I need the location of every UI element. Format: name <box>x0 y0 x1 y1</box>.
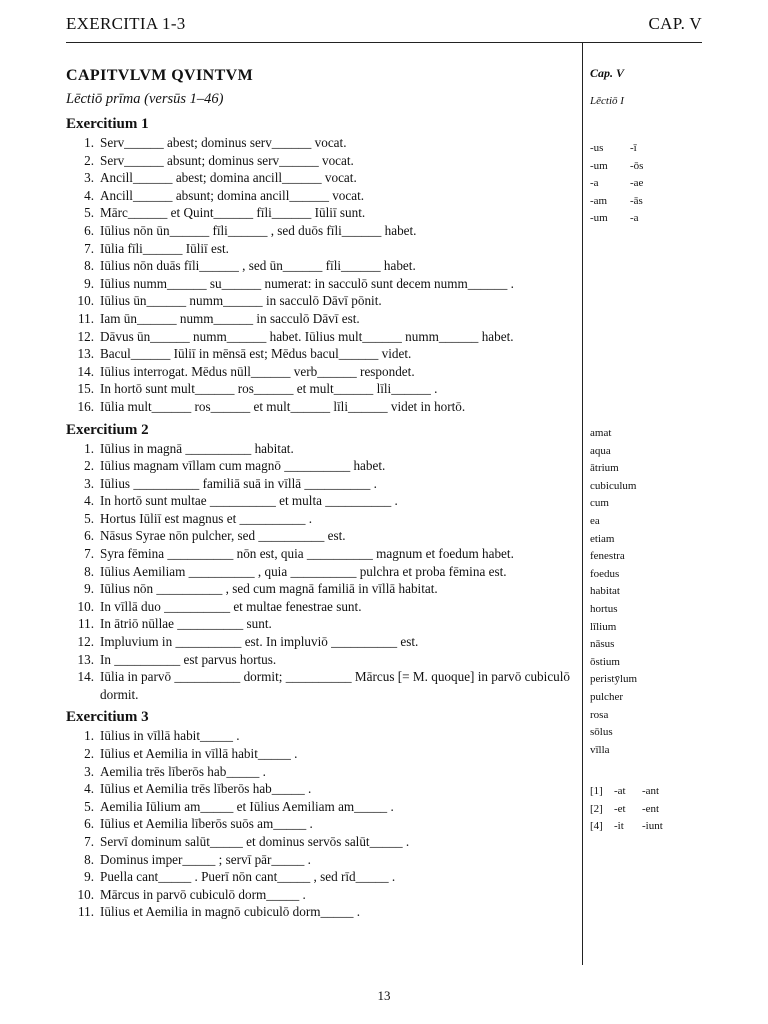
item-number: 2. <box>84 458 94 474</box>
ending-pair <box>590 158 710 176</box>
item-number: 2. <box>84 152 94 168</box>
item-number: 7. <box>84 546 94 562</box>
running-header-right: CAP. V <box>648 14 702 33</box>
item-text: Iam ūn______ numm______ in sacculō Dāvī est. <box>100 310 360 326</box>
exercise-item <box>66 815 578 833</box>
exercise-item <box>66 204 578 222</box>
ending-plural: -ī <box>630 142 637 154</box>
item-number: 10. <box>77 598 94 614</box>
exercise-item <box>66 457 578 475</box>
item-text: Iūlius magnam vīllam cum magnō __________ habet. <box>100 458 386 474</box>
exercise-item <box>66 851 578 869</box>
item-number: 8. <box>84 563 94 579</box>
item-number: 9. <box>84 275 94 291</box>
item-text: Mārc______ et Quint______ fīli______ Iūliī sunt. <box>100 205 366 221</box>
exercitium-1-title: Exercitium 1 <box>66 116 149 132</box>
exercise-item <box>66 833 578 851</box>
vocab-word: cubiculum <box>590 479 637 492</box>
item-number: 3. <box>84 763 94 779</box>
item-number: 7. <box>84 833 94 849</box>
ending-plural: -ant <box>642 785 660 797</box>
ending-pair <box>590 175 710 193</box>
exercise-item <box>66 763 578 781</box>
item-number: 13. <box>77 651 94 667</box>
item-text: Iūlius nōn duās fīli______ , sed ūn______ fīli______ habet. <box>100 258 416 274</box>
vocab-word: vīlla <box>590 743 610 756</box>
item-number: 6. <box>84 528 94 544</box>
item-text: Iūlius numm______ su______ numerat: in sacculō sunt decem numm______ . <box>100 275 514 291</box>
sidebar-chapter-label: Cap. V <box>590 66 625 80</box>
ending-plural: -ent <box>642 802 660 815</box>
exercise-item <box>66 886 578 904</box>
conjugation-row <box>590 783 710 801</box>
exercise-item <box>66 169 578 187</box>
item-text: Iūlius in vīllā habit_____ . <box>100 728 240 744</box>
exercise-item <box>66 903 578 921</box>
vocab-word: habitat <box>590 585 620 598</box>
ending-singular: -it <box>614 820 624 833</box>
item-number: 5. <box>84 798 94 814</box>
ending-pair <box>590 210 710 228</box>
exercise-item <box>66 563 578 581</box>
margin-divider <box>582 43 583 965</box>
vocab-word: cum <box>590 497 609 510</box>
ending-pair <box>590 140 710 158</box>
chapter-title: CAPITVLVM QVINTVM <box>66 67 254 84</box>
item-number: 1. <box>84 440 94 456</box>
item-number: 9. <box>84 581 94 597</box>
item-text: Iūlius Aemiliam __________ , quia __________ pulchra et proba fēmina est. <box>100 563 507 579</box>
ending-singular: -am <box>590 194 608 207</box>
item-text: Dominus imper_____ ; servī pār_____ . <box>100 851 311 867</box>
item-text: In ātriō nūllae __________ sunt. <box>100 616 272 632</box>
item-number: 12. <box>77 634 94 650</box>
ending-singular: -et <box>614 802 626 815</box>
item-text: Puella cant_____ . Puerī nōn cant_____ , sed rīd_____ . <box>100 869 396 885</box>
item-number: 1. <box>84 135 94 150</box>
item-text: Iūlia in parvō __________ dormit; __________ Mārcus [= M. quoque] in parvō cubiculō dormit. <box>100 669 571 702</box>
exercise-item <box>66 510 578 528</box>
exercise-item <box>66 380 578 398</box>
conjugation-row <box>590 818 710 836</box>
exercise-item <box>66 292 578 310</box>
item-text: Mārcus in parvō cubiculō dorm_____ . <box>100 886 306 902</box>
exercise-item <box>66 745 578 763</box>
conjugation-number: [4] <box>590 820 603 833</box>
item-text: Iūlia fīli______ Iūliī est. <box>100 240 229 256</box>
item-number: 4. <box>84 781 94 797</box>
vocab-word: sōlus <box>590 726 613 739</box>
item-text: Impluvium in __________ est. In impluviō __________ est. <box>100 634 419 650</box>
item-text: Servī dominum salūt_____ et dominus servōs salūt_____ . <box>100 833 410 849</box>
exercitium-2-list <box>66 440 578 704</box>
exercitium-1-list <box>66 134 578 416</box>
item-number: 7. <box>84 240 94 256</box>
vocab-word: fenestra <box>590 550 625 563</box>
item-text: Serv______ abest; dominus serv______ vocat. <box>100 135 347 150</box>
item-number: 6. <box>84 816 94 832</box>
item-number: 1. <box>84 728 94 744</box>
exercise-item <box>66 727 578 745</box>
sidebar-vocabulary <box>590 425 710 759</box>
exercise-item <box>66 222 578 240</box>
item-text: In hortō sunt mult______ ros______ et mult______ līli______ . <box>100 381 438 397</box>
item-number: 5. <box>84 510 94 526</box>
vocab-word: nāsus <box>590 638 615 651</box>
item-text: Iūlius et Aemilia trēs līberōs hab_____ . <box>100 781 312 797</box>
item-number: 15. <box>77 381 94 397</box>
item-text: Aemilia Iūlium am_____ et Iūlius Aemiliam am_____ . <box>100 798 394 814</box>
item-number: 16. <box>77 398 94 414</box>
vocab-word: amat <box>590 427 612 439</box>
item-text: Syra fēmina __________ nōn est, quia __________ magnum et foedum habet. <box>100 546 514 562</box>
exercise-item <box>66 275 578 293</box>
item-number: 8. <box>84 851 94 867</box>
item-number: 13. <box>77 346 94 362</box>
exercitium-2-title: Exercitium 2 <box>66 421 149 438</box>
vocab-word: hortus <box>590 602 618 615</box>
item-number: 10. <box>77 293 94 309</box>
exercise-item <box>66 328 578 346</box>
item-number: 2. <box>84 746 94 761</box>
item-number: 11. <box>78 616 94 632</box>
exercise-item <box>66 580 578 598</box>
page-number: 13 <box>377 988 391 1003</box>
item-number: 5. <box>84 205 94 221</box>
ending-singular: -um <box>590 212 608 225</box>
exercise-item <box>66 527 578 545</box>
header-rule <box>66 42 702 43</box>
ending-singular: -at <box>614 785 626 797</box>
exercise-item <box>66 598 578 616</box>
ending-plural: -iunt <box>642 820 663 833</box>
exercise-item <box>66 780 578 798</box>
item-text: Dāvus ūn______ numm______ habet. Iūlius mult______ numm______ habet. <box>100 328 514 344</box>
exercise-item <box>66 475 578 493</box>
item-text: Iūlius __________ familiā suā in vīllā __________ . <box>100 475 377 491</box>
vocab-word: ōstium <box>590 655 620 668</box>
ending-plural: -ae <box>630 177 644 190</box>
exercise-item <box>66 187 578 205</box>
exercitium-3-list <box>66 727 578 921</box>
item-number: 8. <box>84 258 94 274</box>
ending-pair <box>590 193 710 211</box>
ending-singular: -us <box>590 142 604 154</box>
vocab-word: rosa <box>590 708 609 721</box>
main-column <box>66 64 578 921</box>
item-number: 4. <box>84 187 94 203</box>
exercise-item <box>66 398 578 416</box>
item-number: 11. <box>78 904 94 920</box>
sidebar-endings <box>590 140 710 228</box>
exercise-item <box>66 868 578 886</box>
exercise-item <box>66 363 578 381</box>
item-text: In hortō sunt multae __________ et multa __________ . <box>100 493 398 509</box>
item-text: Iūlius ūn______ numm______ in sacculō Dāvī pōnit. <box>100 293 382 309</box>
item-text: Hortus Iūliī est magnus et __________ . <box>100 510 313 526</box>
sidebar-lectio-label: Lēctiō I <box>590 95 624 107</box>
lectio-heading: Lēctiō prīma (versūs 1–46) <box>66 91 224 107</box>
item-number: 3. <box>84 475 94 491</box>
exercise-item <box>66 345 578 363</box>
item-number: 14. <box>77 363 94 379</box>
item-number: 4. <box>84 493 94 509</box>
exercise-item <box>66 240 578 258</box>
exercise-item <box>66 152 578 170</box>
vocab-word: etiam <box>590 532 615 545</box>
item-text: Nāsus Syrae nōn pulcher, sed __________ est. <box>100 528 346 544</box>
ending-plural: -ās <box>630 194 643 207</box>
vocab-word: līlium <box>590 620 617 633</box>
item-number: 9. <box>84 869 94 885</box>
exercise-item <box>66 633 578 651</box>
ending-singular: -um <box>590 159 608 172</box>
exercise-item <box>66 134 578 152</box>
vocab-word: ea <box>590 514 600 527</box>
exercise-item <box>66 257 578 275</box>
conjugation-number: [1] <box>590 785 603 797</box>
exercise-item <box>66 668 578 703</box>
exercise-item <box>66 615 578 633</box>
item-text: Aemilia trēs līberōs hab_____ . <box>100 763 266 779</box>
exercitium-3-title: Exercitium 3 <box>66 709 149 726</box>
exercise-item <box>66 310 578 328</box>
running-header-left: EXERCITIA 1-3 <box>66 14 186 33</box>
exercise-item <box>66 798 578 816</box>
item-number: 11. <box>78 310 94 326</box>
conjugation-row <box>590 801 710 819</box>
ending-plural: -ōs <box>630 159 644 172</box>
vocab-word: pulcher <box>590 690 623 703</box>
item-number: 3. <box>84 170 94 186</box>
vocab-word: ātrium <box>590 462 619 475</box>
item-text: Iūlius nōn __________ , sed cum magnā familiā in vīllā habitat. <box>100 581 438 597</box>
ending-plural: -a <box>630 212 639 225</box>
item-text: Ancill______ abest; domina ancill______ vocat. <box>100 170 357 186</box>
exercise-item <box>66 440 578 458</box>
item-text: Ancill______ absunt; domina ancill______ vocat. <box>100 187 365 203</box>
vocab-word: foedus <box>590 567 620 580</box>
vocab-word: peristȳlum <box>590 673 638 686</box>
item-number: 14. <box>77 669 94 685</box>
item-number: 12. <box>77 328 94 344</box>
ending-singular: -a <box>590 177 599 190</box>
item-text: In vīllā duo __________ et multae fenestrae sunt. <box>100 598 362 614</box>
item-text: Iūlius et Aemilia in vīllā habit_____ . <box>100 746 298 761</box>
item-text: Iūlius interrogat. Mēdus nūll______ verb______ respondet. <box>100 363 415 379</box>
item-text: Iūlius nōn ūn______ fīli______ , sed duōs fīli______ habet. <box>100 222 417 238</box>
item-text: In __________ est parvus hortus. <box>100 651 277 667</box>
item-text: Serv______ absunt; dominus serv______ vocat. <box>100 152 354 168</box>
item-text: Iūlius in magnā __________ habitat. <box>100 440 294 456</box>
item-number: 10. <box>77 886 94 902</box>
item-text: Iūlius et Aemilia in magnō cubiculō dorm_____ . <box>100 904 361 920</box>
conjugation-number: [2] <box>590 802 603 815</box>
exercise-item <box>66 492 578 510</box>
item-text: Bacul______ Iūliī in mēnsā est; Mēdus bacul______ videt. <box>100 346 412 362</box>
vocab-word: aqua <box>590 444 611 457</box>
exercise-item <box>66 545 578 563</box>
sidebar-conjugations <box>590 783 710 836</box>
exercise-item <box>66 651 578 669</box>
item-text: Iūlius et Aemilia līberōs suōs am_____ . <box>100 816 313 832</box>
item-text: Iūlia mult______ ros______ et mult______ līli______ videt in hortō. <box>100 398 466 414</box>
item-number: 6. <box>84 222 94 238</box>
